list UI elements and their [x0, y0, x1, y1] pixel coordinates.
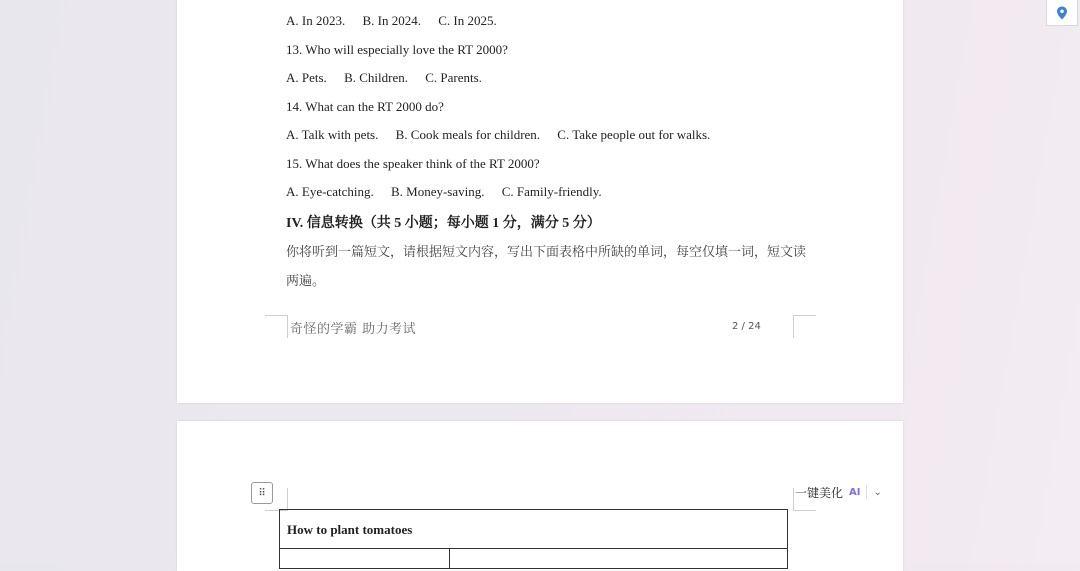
- q14-option-b: B. Cook meals for children.: [395, 127, 541, 142]
- q15-option-a: A. Eye-catching.: [286, 184, 374, 199]
- question-14: 14. What can the RT 2000 do?: [286, 99, 444, 114]
- location-pin-icon: [1056, 6, 1068, 20]
- question-15: 15. What does the speaker think of the RT 2000?: [286, 156, 540, 171]
- instruction-line-2: 两遍。: [286, 273, 326, 288]
- q13-option-a: A. Pets.: [286, 70, 327, 85]
- chevron-down-icon[interactable]: ⌄: [873, 486, 882, 498]
- section-heading: IV. 信息转换（共 5 小题；每小题 1 分，满分 5 分）: [286, 216, 601, 231]
- q13-option-c: C. Parents.: [425, 70, 482, 85]
- q15-option-c: C. Family-friendly.: [501, 184, 602, 199]
- divider: [866, 485, 867, 499]
- instruction-line-1: 你将听到一篇短文，请根据短文内容，写出下面表格中所缺的单词，每空仅填一词，短文读: [286, 244, 807, 259]
- document-page-2: [177, 0, 903, 403]
- q12-option-b: B. In 2024.: [362, 13, 421, 28]
- tomato-table: [279, 509, 788, 569]
- margin-corner-mark: [265, 315, 288, 338]
- q12-option-a: A. In 2023.: [286, 13, 346, 28]
- q14-options: [286, 127, 710, 143]
- q13-option-b: B. Children.: [344, 70, 408, 85]
- question-13: 13. Who will especially love the RT 2000?: [286, 42, 508, 57]
- q14-option-a: A. Talk with pets.: [286, 127, 379, 142]
- table-drag-handle[interactable]: [251, 482, 273, 504]
- q14-option-c: C. Take people out for walks.: [557, 127, 711, 142]
- table-column-divider: [449, 548, 450, 568]
- page-footer-left: 奇怪的学霸 助力考试: [290, 322, 417, 337]
- table-title: How to plant tomatoes: [287, 522, 413, 537]
- q12-option-c: C. In 2025.: [438, 13, 497, 28]
- table-row-divider: [280, 548, 787, 549]
- drag-dots-icon: ⠿: [258, 487, 266, 499]
- beautify-button[interactable]: [795, 482, 882, 502]
- ai-badge: AI: [849, 486, 861, 498]
- location-button[interactable]: [1046, 0, 1078, 26]
- q12-options: [286, 13, 497, 29]
- page-number: 2 / 24: [732, 321, 761, 332]
- beautify-label: 一键美化: [795, 485, 844, 500]
- q15-option-b: B. Money-saving.: [390, 184, 485, 199]
- q13-options: [286, 70, 482, 86]
- margin-corner-mark: [793, 315, 816, 338]
- q15-options: [286, 184, 602, 200]
